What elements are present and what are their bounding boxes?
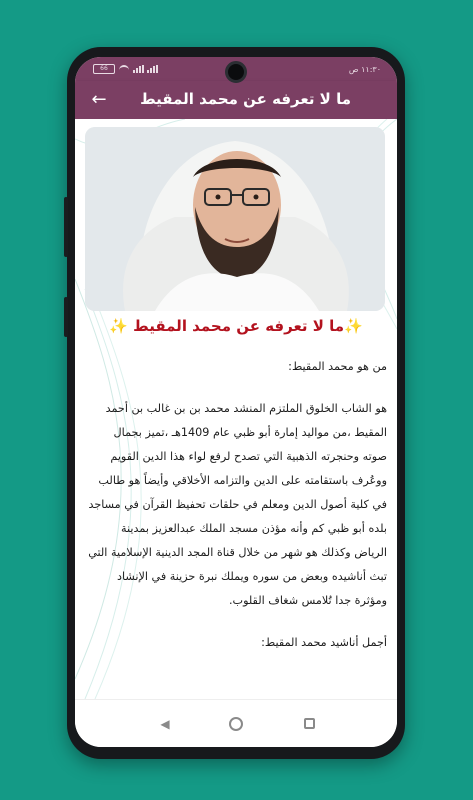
status-time: ١١:٣٠ ص (348, 65, 381, 74)
nav-home-icon[interactable] (224, 712, 248, 736)
screen (75, 57, 397, 747)
front-camera (225, 61, 247, 83)
arrow-back-icon[interactable]: ← (91, 89, 107, 110)
signal-icon-2 (147, 65, 157, 73)
wifi-icon (119, 65, 129, 73)
power-button (64, 297, 68, 337)
paragraph-songs: أجمل أناشيد محمد المقيط: (261, 636, 387, 649)
nav-back-icon[interactable]: ◀ (160, 717, 170, 731)
portrait-photo (85, 127, 385, 311)
article-body (87, 355, 387, 673)
volume-button (64, 197, 68, 257)
article-content[interactable] (75, 119, 397, 699)
phone-frame (67, 47, 405, 759)
paragraph-intro: من هو محمد المقيط: (288, 360, 387, 373)
status-icons (93, 64, 157, 74)
battery-icon: 66 (93, 64, 115, 74)
paragraph-bio: هو الشاب الخلوق الملتزم المنشد محمد بن بن غالب بن أحمد المقيط ،من مواليد إمارة أبو ظبي عام 1409هـ ،تميز بجمال صوته وحنجرته الذهبية التي تصدح لرفع لواء هذا الدين القويم ووعُرف باستقامته على الدين والتزامه الأخلاقي وأيضاً هو طالب في كلية أصول الدين ومعلم في حلقات تحفيظ القرآن في مساجد بلده أبو ظبي كم وأنه مؤذن مسجد الملك عبدالعزيز بمدينة الرياض وكذلك هو شهر من خلال قناة المجد الدينية الإسلامية التي تبث أناشيده وبعض من سوره ويملك نبرة حزينة في الإنشاد ومؤثرة جدا تُلامس شغاف القلوب. (88, 402, 387, 607)
app-bar (75, 81, 397, 119)
signal-icon (133, 65, 143, 73)
nav-recent-icon[interactable] (297, 712, 321, 736)
navigation-bar (75, 699, 397, 747)
page-title: ما لا تعرفه عن محمد المقيط (140, 90, 351, 108)
article-heading: ✨ما لا تعرفه عن محمد المقيط ✨ (109, 317, 363, 335)
